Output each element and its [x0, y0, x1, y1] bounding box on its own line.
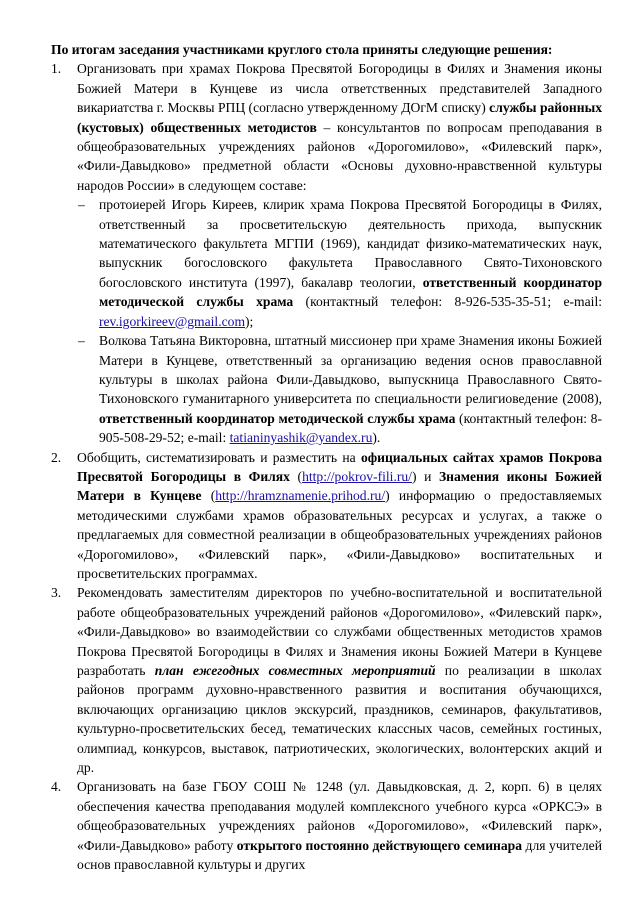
item-text: ) и [411, 468, 439, 484]
item-emphasis: Знамения иконы Божией Матери в Кунцеве [77, 468, 602, 504]
decision-item-3 [51, 583, 602, 777]
item-text: ( [289, 468, 303, 484]
pokrov-site-link[interactable]: http://pokrov-fili.ru/ [302, 468, 412, 484]
resolution-heading: По итогам заседания участниками круглого стола приняты следующие решения: [51, 42, 553, 57]
item-text: для учителей основ православной культуры и других [77, 837, 602, 873]
item-text: Рекомендовать заместителям директоров по учебно-воспитательной и воспитательной работе общеобразовательных учреждений районов «Дорогомилово», «Филевский парк», «Фили-Давыдково» во взаимодействии со службами общественных методистов храмов Покрова Пресвятой Богородицы в Филях и Знамения иконы Божией Матери в Кунцеве разработать [77, 585, 602, 678]
item-emphasis: открытого постоянно действующего семинара [236, 837, 523, 853]
dash-marker: – [78, 333, 85, 349]
entry-text: протоиерей Игорь Киреев, клирик храма Покрова Пресвятой Богородицы в Филях, ответственный за просветительскую деятельность прихода, выпускник математического факультета МГПИ (1969), кандидат физико-математических наук, выпускник богословского факультета Православного Свято-Тихоновского богословского института (1997), бакалавр теологии, [99, 197, 602, 290]
item-number: 1. [51, 61, 62, 77]
item-text: ) информацию о предоставляемых методическими службами храмов образовательных ресурсах и услугах, а также о предлагаемых для совместной реализации в общеобразовательных учреждениях районов «Дорогомилово», «Филевский парк», «Фили-Давыдково» воспитательных и просветительских программах. [77, 488, 602, 581]
entry-role: ответственный координатор методической службы храма [99, 274, 603, 310]
item-text: по реализации в школах районов программ духовно-нравственного развития и воспитания обучающихся, включающих организацию циклов экскурсий, праздников, семинаров, факультативов, культурно-просветительских бесед, тематических классных часов, семейных гостиных, олимпиад, конкурсов, выставок, патриотических, экологических, волонтерских акций и др. [77, 663, 602, 776]
email-link[interactable]: rev.igorkireev@gmail.com [99, 313, 246, 329]
item-number: 4. [51, 779, 62, 795]
entry-text: Волкова Татьяна Викторовна, штатный миссионер при храме Знамения иконы Божией Матери в Кунцеве, ответственный за организацию ведения основ православной культуры в школах района Фили-Давыдково, выпускница Православного Свято-Тихоновского гуманитарного университета по специальности религиоведение (2008), [99, 333, 602, 407]
item-emphasis: службы районных (кустовых) общественных методистов [77, 100, 603, 135]
item-number: 3. [51, 585, 62, 601]
email-link[interactable]: tatianinyashik@yandex.ru [229, 430, 373, 446]
entry-end: ); [245, 313, 254, 329]
item-number: 2. [51, 449, 62, 465]
entry-contact: (контактный телефон: 8-905-508-29-52; e-mail: [99, 410, 603, 446]
decision-item-2 [51, 448, 602, 584]
item-emphasis: план ежегодных совместных мероприятий [154, 663, 436, 678]
entry-end: ). [372, 430, 381, 446]
entry-role: ответственный координатор методической службы храма [99, 410, 456, 426]
document-page [51, 40, 602, 874]
item-emphasis: официальных сайтах храмов Покрова Пресвятой Богородицы в Филях [77, 449, 603, 484]
entry-contact: (контактный телефон: 8-926-535-35-51; e-mail: [293, 294, 602, 310]
item-text: Организовать при храмах Покрова Пресвятой Богородицы в Филях и Знамения иконы Божией Матери в Кунцеве из числа ответственных представителей Западного викариатства г. Москвы РПЦ (согласно утвержденному ДОгМ списку) [77, 61, 602, 116]
methodist-entry-1 [77, 195, 602, 331]
decision-item-4 [51, 777, 602, 874]
item-text: – консультантов по вопросам преподавания в общеобразовательных учреждениях районов «Дорогомилово», «Филевский парк», «Фили-Давыдково» предметной области «Основы духовно-нравственной культуры народов России» в следующем составе: [77, 119, 602, 193]
item-text: ( [201, 488, 216, 504]
decision-item-1 [51, 59, 602, 447]
methodist-entry-2 [77, 331, 602, 447]
dash-marker: – [78, 197, 85, 213]
item-text: Обобщить, систематизировать и разместить на [77, 449, 361, 465]
znamenie-site-link[interactable]: http://hramznamenie.prihod.ru/ [215, 488, 386, 504]
decisions-list [51, 59, 602, 874]
methodists-list [77, 195, 602, 447]
item-text: Организовать на базе ГБОУ СОШ № 1248 (ул. Давыдковская, д. 2, корп. 6) в целях обеспечения качества преподавания модулей комплексного учебного курса «ОРКСЭ» в общеобразовательных учреждениях районов «Дорогомилово», «Филевский парк», «Фили-Давыдково» работу [77, 779, 602, 853]
